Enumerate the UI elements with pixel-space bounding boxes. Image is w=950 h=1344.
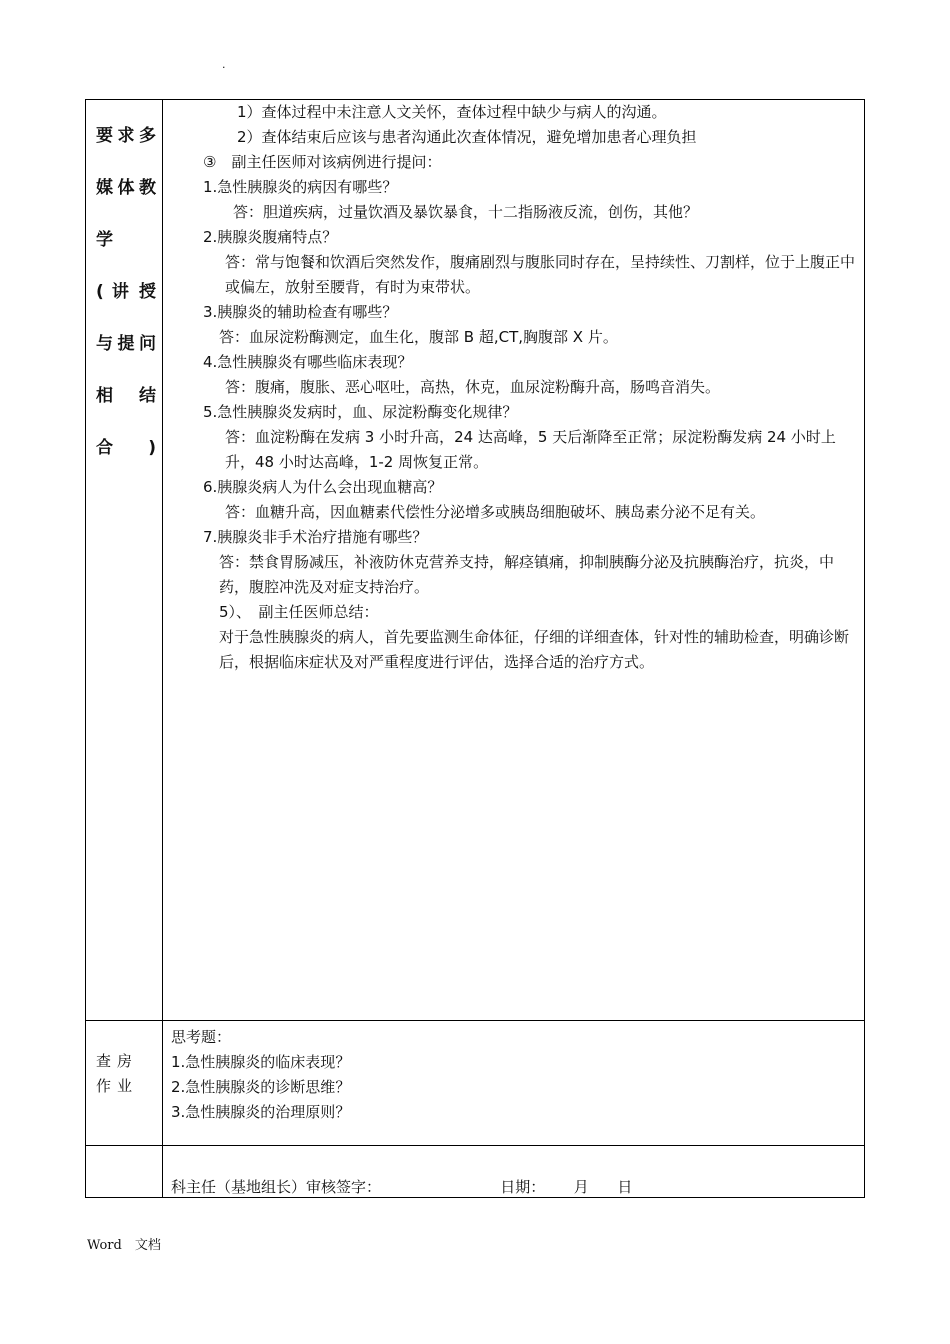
teaching-row	[86, 100, 865, 1021]
label-line: 相 结	[96, 386, 156, 406]
signature-row	[86, 1146, 865, 1198]
content-line: 1.急性胰腺炎的病因有哪些？	[203, 178, 398, 196]
homework-line: 2.急性胰腺炎的诊断思维？	[171, 1078, 351, 1096]
content-line: 6.胰腺炎病人为什么会出现血糖高？	[203, 478, 443, 496]
homework-questions	[163, 1021, 864, 1125]
label-line: 要求多	[96, 126, 156, 146]
label-line: ( 讲 授	[96, 282, 156, 302]
homework-line: 3.急性胰腺炎的治理原则？	[171, 1103, 351, 1121]
content-line: 4.急性胰腺炎有哪些临床表现？	[203, 353, 413, 371]
content-line: 对于急性胰腺炎的病人，首先要监测生命体征，仔细的详细查体，针对性的辅助检查，明确诊断后，根据临床症状及对严重程度进行评估，选择合适的治疗方式。	[219, 628, 850, 671]
content-line: 答：腹痛，腹胀、恶心呕吐，高热，休克，血尿淀粉酶升高，肠鸣音消失。	[225, 378, 721, 396]
content-line: 答：常与饱餐和饮酒后突然发作，腹痛剧烈与腹胀同时存在，呈持续性、刀割样，位于上腹正中或偏左，放射至腰背，有时为束带状。	[225, 253, 856, 296]
label-line: 媒体教	[96, 178, 156, 198]
signature-content-cell	[163, 1146, 865, 1198]
homework-row	[86, 1021, 865, 1146]
teaching-label-cell	[86, 100, 163, 1021]
content-line: 答：血尿淀粉酶测定，血生化，腹部 B 超,CT,胸腹部 X 片。	[219, 328, 618, 346]
teaching-method-label	[86, 100, 162, 474]
homework-line: 思考题：	[171, 1028, 232, 1046]
content-line: 1）查体过程中未注意人文关怀，查体过程中缺少与病人的沟通。	[237, 103, 667, 121]
content-line: 7.胰腺炎非手术治疗措施有哪些？	[203, 528, 428, 546]
director-signature-line: 科主任（基地组长）审核签字： 日期： 月 日	[171, 1178, 633, 1196]
rounds-record-table	[85, 99, 865, 1198]
content-line: 3.胰腺炎的辅助检查有哪些？	[203, 303, 398, 321]
homework-label-cell	[86, 1021, 163, 1146]
qa-content	[163, 100, 864, 675]
homework-label: 查房作业	[96, 1052, 139, 1095]
footer-doc-label: Word 文档	[87, 1238, 161, 1253]
content-line: 5.急性胰腺炎发病时，血、尿淀粉酶变化规律？	[203, 403, 518, 421]
content-line: 答：血糖升高，因血糖素代偿性分泌增多或胰岛细胞破坏、胰岛素分泌不足有关。	[225, 503, 766, 521]
content-line: 答：禁食胃肠减压，补液防休克营养支持，解痉镇痛，抑制胰酶分泌及抗胰酶治疗，抗炎，中药，腹腔冲洗及对症支持治疗。	[219, 553, 835, 596]
content-line: 5）、 副主任医师总结：	[219, 603, 379, 621]
teaching-content-cell	[163, 100, 865, 1021]
label-line: 学	[96, 230, 113, 250]
content-line: 2）查体结束后应该与患者沟通此次查体情况，避免增加患者心理负担	[237, 128, 697, 146]
content-line: 答：胆道疾病，过量饮酒及暴饮暴食，十二指肠液反流，创伤，其他？	[233, 203, 699, 221]
content-line: ③ 副主任医师对该病例进行提问：	[203, 153, 442, 171]
content-line: 2.胰腺炎腹痛特点？	[203, 228, 338, 246]
label-line: 与提问	[96, 334, 156, 354]
header-mark: .	[222, 58, 226, 71]
homework-line: 1.急性胰腺炎的临床表现？	[171, 1053, 351, 1071]
content-line: 答：血淀粉酶在发病 3 小时升高，24 达高峰，5 天后渐降至正常；尿淀粉酶发病 24 小时上升，48 小时达高峰，1-2 周恢复正常。	[225, 428, 836, 471]
label-line: 合)	[96, 438, 156, 458]
signature-label-cell	[86, 1146, 163, 1198]
homework-content-cell	[163, 1021, 865, 1146]
